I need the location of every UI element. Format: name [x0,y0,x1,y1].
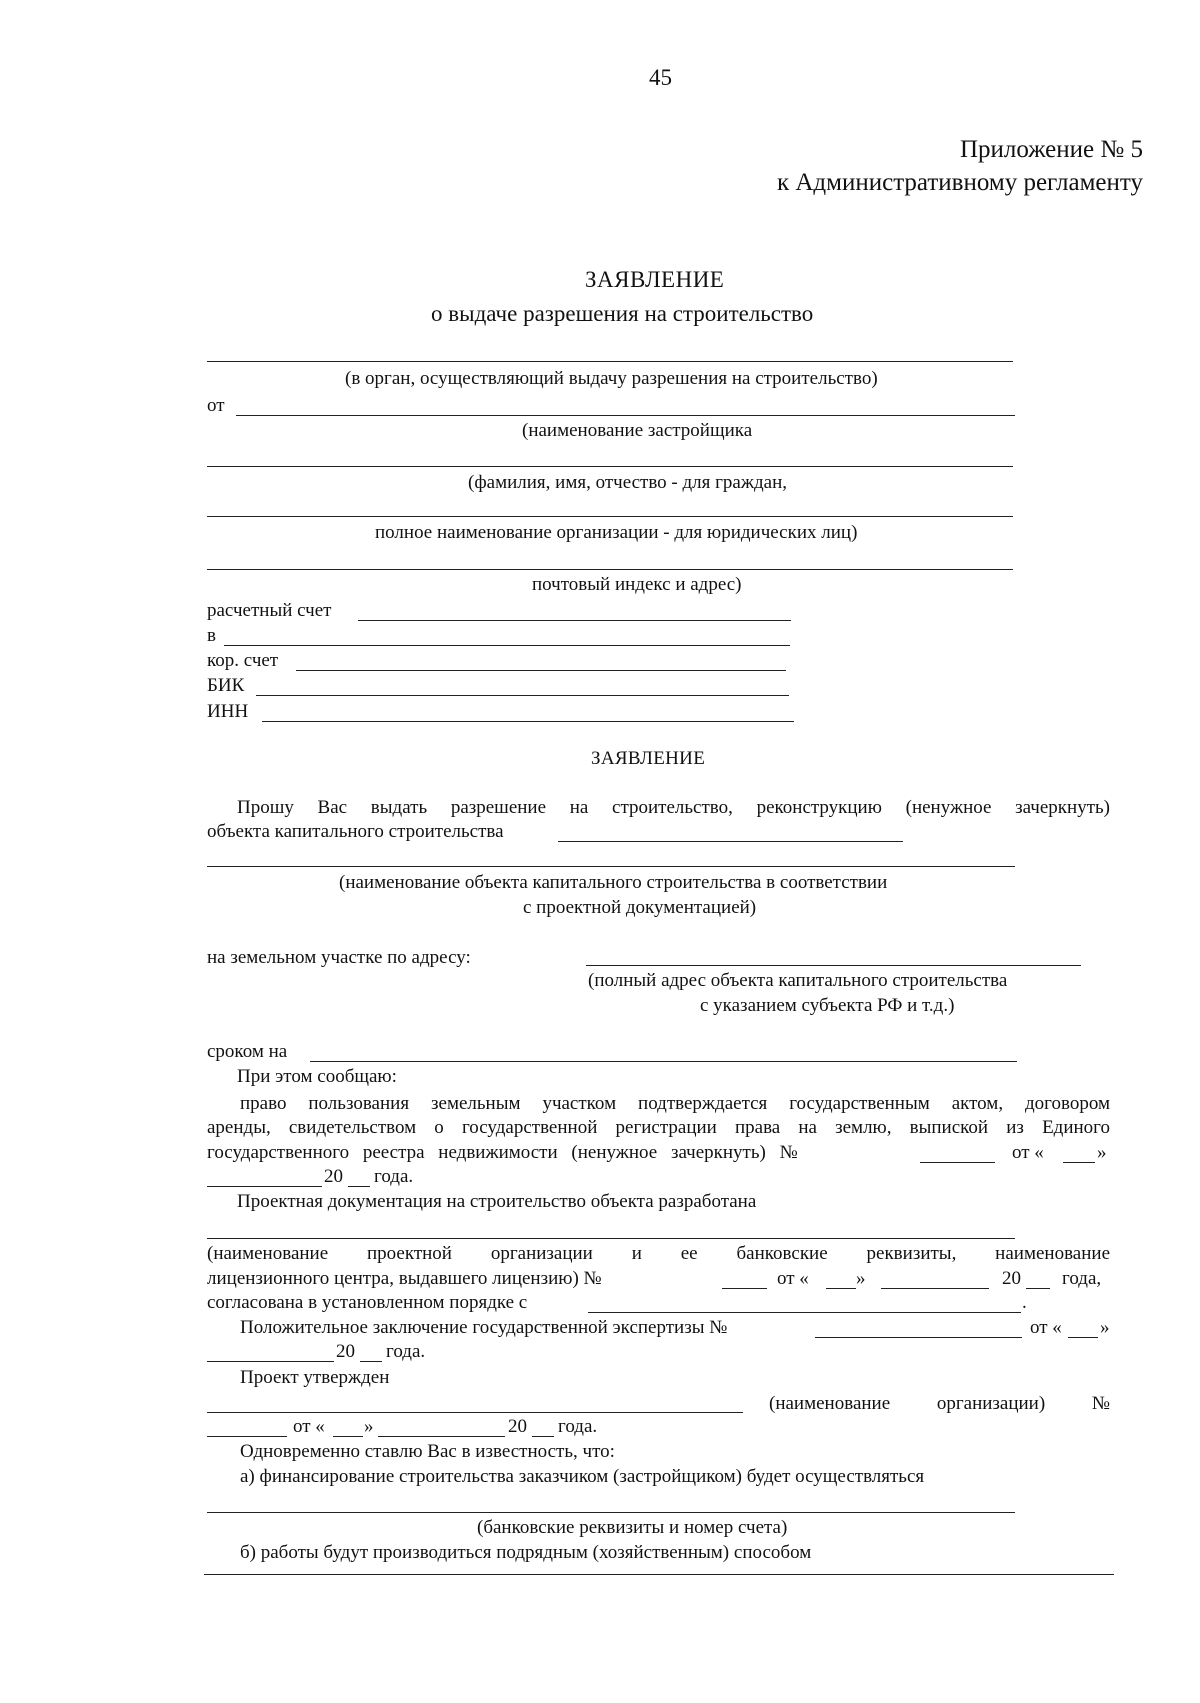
expertise-number-line[interactable] [815,1337,1022,1338]
bank-caption: (банковские реквизиты и номер счета) [477,1517,788,1538]
project-org-line-2: лицензионного центра, выдавшего лицензию) № [207,1268,602,1289]
object-caption-1: (наименование объекта капитального строительства в соответствии [339,872,888,893]
expertise-year-prefix: 20 [336,1341,355,1362]
page-number: 45 [649,65,672,90]
address-caption-1: (полный адрес объекта капитального строительства [588,970,1008,991]
request-line-1: Прошу Вас выдать разрешение на строительство, реконструкцию (ненужное зачеркнуть) [237,797,1110,818]
approval-from: от « [293,1416,325,1437]
body-heading: ЗАЯВЛЕНИЕ [591,748,706,769]
registry-day-line[interactable] [1063,1162,1095,1163]
project-approved-org: (наименование организации) № [769,1393,1110,1414]
approval-number-line[interactable] [207,1436,287,1437]
license-year-line[interactable] [1026,1288,1050,1289]
expertise-month-line[interactable] [207,1361,334,1362]
registry-number-line[interactable] [920,1162,995,1163]
right-line-1: право пользования земельным участком подтверждается государственным актом, договором [240,1093,1110,1114]
bik-label: БИК [207,675,245,696]
approval-day-line[interactable] [333,1436,363,1437]
organ-caption: (в орган, осуществляющий выдачу разрешения на строительство) [345,368,878,389]
inform-label: При этом сообщаю: [237,1066,397,1087]
financing-label: а) финансирование строительства заказчиком (застройщиком) будет осуществляться [240,1466,925,1487]
registry-month-line[interactable] [207,1186,322,1187]
annex-reference: к Административному регламенту [776,169,1143,196]
bik-line[interactable] [256,695,789,696]
term-line[interactable] [310,1061,1017,1062]
registry-year-line[interactable] [348,1186,370,1187]
expertise-label: Положительное заключение государственной экспертизы № [240,1317,728,1338]
registry-from: от « [1012,1142,1044,1163]
project-doc-label: Проектная документация на строительство объекта разработана [237,1191,757,1212]
project-approved-line[interactable] [207,1412,743,1413]
address-line[interactable] [207,569,1013,570]
annex-number: Приложение № 5 [959,136,1143,163]
works-label: б) работы будут производиться подрядным (хозяйственным) способом [240,1542,812,1563]
right-line-3: государственного реестра недвижимости (ненужное зачеркнуть) № [207,1142,798,1163]
expertise-year-line[interactable] [360,1361,382,1362]
project-approved-label: Проект утвержден [240,1367,390,1388]
fio-caption: (фамилия, имя, отчество - для граждан, [468,472,788,493]
expertise-year-end: года. [386,1341,426,1362]
account-label: расчетный счет [207,600,332,621]
document-subtitle: о выдаче разрешения на строительство [431,301,814,326]
license-number-line[interactable] [722,1288,767,1289]
project-org-line[interactable] [207,1238,1015,1239]
project-org-line-1: (наименование проектной организации и ее банковские реквизиты, наименование [207,1243,1110,1264]
object-name-line[interactable] [558,841,903,842]
address-caption: почтовый индекс и адрес) [532,574,742,595]
expertise-from: от « [1030,1317,1062,1338]
license-from: от « [777,1268,809,1289]
bank-line[interactable] [224,645,790,646]
approval-year-line[interactable] [532,1436,554,1437]
approval-year-end: года. [558,1416,598,1437]
org-line[interactable] [207,516,1013,517]
object-name-line-2[interactable] [207,866,1015,867]
approval-year-prefix: 20 [508,1416,527,1437]
registry-quote: » [1097,1142,1107,1163]
corr-account-line[interactable] [296,670,786,671]
developer-caption: (наименование застройщика [522,420,753,441]
notice-label: Одновременно ставлю Вас в известность, что: [240,1441,615,1462]
approved-label: согласована в установленном порядке с [207,1292,528,1313]
from-label: от [207,395,225,416]
land-label: на земельном участке по адресу: [207,947,471,968]
document-title: ЗАЯВЛЕНИЕ [585,267,725,292]
expertise-quote: » [1100,1317,1110,1338]
inn-label: ИНН [207,701,249,722]
approved-end: . [1022,1292,1027,1313]
account-line[interactable] [358,620,791,621]
org-caption: полное наименование организации - для юридических лиц) [375,522,858,543]
term-label: сроком на [207,1041,288,1062]
address-caption-2: с указанием субъекта РФ и т.д.) [700,995,955,1016]
request-line-2: объекта капитального строительства [207,821,504,842]
license-quote: » [856,1268,866,1289]
license-year-prefix: 20 [1002,1268,1021,1289]
financing-line[interactable] [207,1512,1015,1513]
approval-quote: » [364,1416,374,1437]
expertise-day-line[interactable] [1068,1337,1098,1338]
works-line[interactable] [204,1574,1114,1575]
developer-line[interactable] [236,415,1015,416]
land-address-line[interactable] [586,965,1081,966]
license-day-line[interactable] [826,1288,856,1289]
organ-line[interactable] [207,361,1013,362]
fio-line[interactable] [207,466,1013,467]
right-line-2: аренды, свидетельством о государственной регистрации права на землю, выпиской из Единого [207,1117,1110,1138]
approval-month-line[interactable] [378,1436,505,1437]
approved-line[interactable] [588,1312,1021,1313]
registry-year-prefix: 20 [324,1166,343,1187]
bank-label: в [207,625,216,646]
license-month-line[interactable] [881,1288,989,1289]
registry-year-end: года. [374,1166,414,1187]
inn-line[interactable] [262,721,794,722]
corr-account-label: кор. счет [207,650,279,671]
license-year-end: года, [1062,1268,1102,1289]
object-caption-2: с проектной документацией) [523,897,757,918]
